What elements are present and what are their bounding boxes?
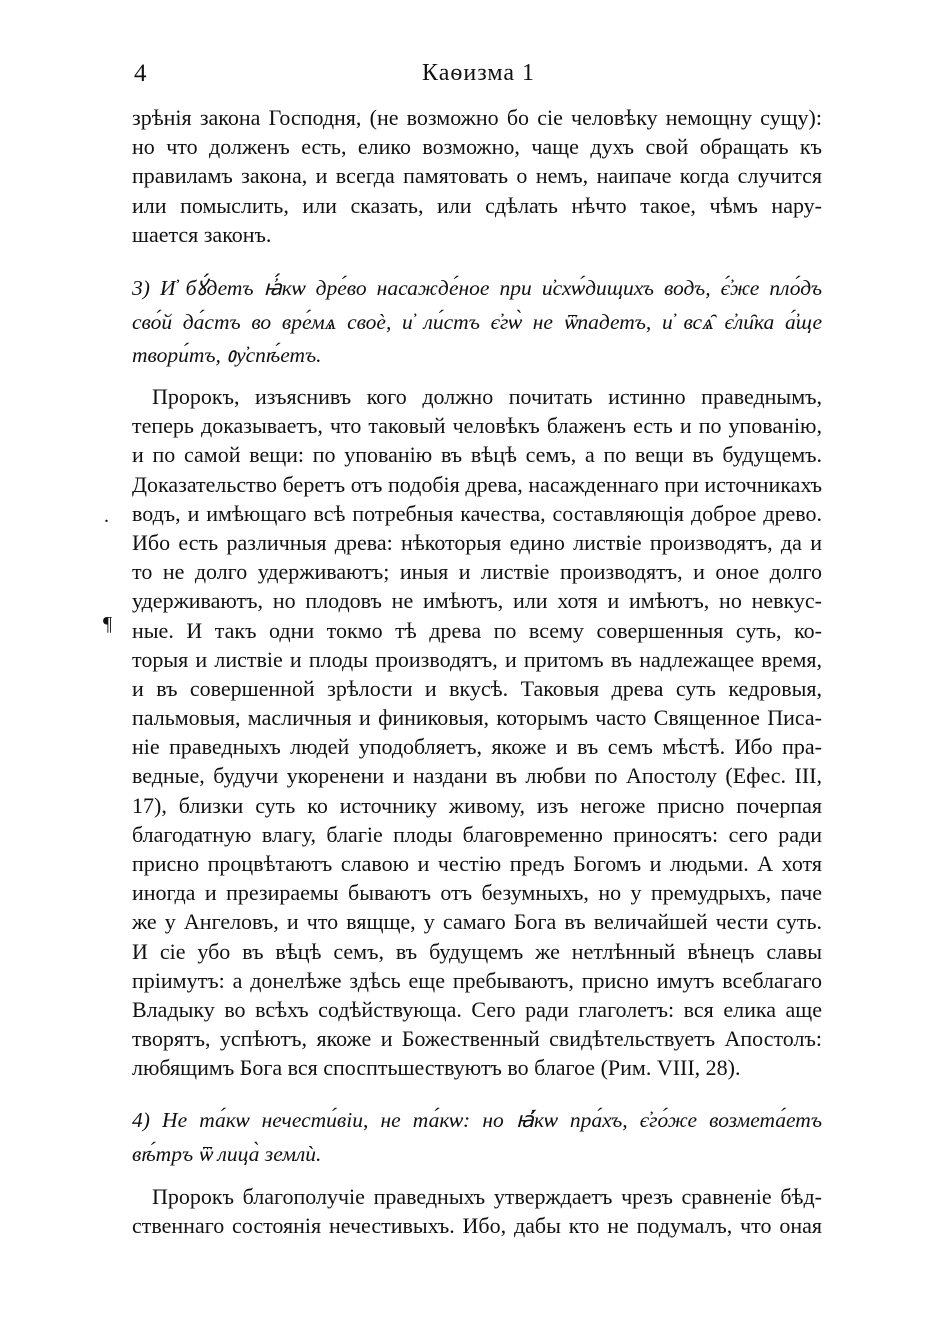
text-line: ведные, будучи укоренени и наздани въ любви по Апостолу (Ефес. III,: [132, 763, 822, 789]
text-line: торыя и листвіе и плоды производятъ, и притомъ въ надлежащее время,: [132, 646, 822, 672]
text-line: 17), близки суть ко источнику живому, изъ негоже присно почерпая: [132, 792, 822, 818]
text-line: и по самой вещи: по упованію въ вѣцѣ семъ, а по вещи въ будущемъ.: [132, 442, 822, 468]
text-line: благодатную влагу, благіе плоды благовременно приносятъ: сего ради: [132, 821, 822, 847]
verse-3: [132, 272, 822, 373]
verse-4: [132, 1104, 822, 1171]
running-title: Каѳизма 1: [422, 60, 536, 86]
text-line: теперь доказываетъ, что таковый человѣкъ блаженъ есть и по упованію,: [132, 413, 822, 439]
text-line: иногда и презираемы бываютъ отъ безумныхъ, но у премудрыхъ, паче: [132, 880, 822, 906]
text-line: водъ, и имѣющаго всѣ потребныя качества, составляющія доброе древо.: [132, 500, 822, 526]
text-line: ственнаго состоянія нечестивыхъ. Ибо, дабы кто не подумалъ, что оная: [132, 1213, 822, 1239]
text-line: же у Ангеловъ, и что вящще, у самаго Бога въ величайшей чести суть.: [132, 909, 822, 935]
verse-line: 4) Не та́кѡ нечести́віи, не та́кѡ: но ꙗ҆́кѡ пра́хъ, є҆го́же возмета́етъ: [132, 1108, 822, 1132]
text-line: шается законъ.: [132, 221, 272, 247]
text-line: любящимъ Бога вся спосптьшествуютъ во благое (Рим. VIII, 28).: [132, 1055, 741, 1081]
margin-mark: ¶: [103, 613, 113, 635]
verse-line: вѣ́тръ ѿ лица̀ землѝ.: [132, 1141, 322, 1166]
commentary-4: [132, 1182, 822, 1240]
text-line: удерживаютъ, но плодовъ не имѣютъ, или хотя и имѣютъ, но невкус-: [132, 588, 822, 614]
text-line: то не долго удерживаютъ; иныя и листвіе производятъ, и оное долго: [132, 559, 822, 585]
page-header: [132, 60, 822, 90]
page-number: 4: [134, 60, 147, 87]
verse-line: сво́й да́стъ во вре́мѧ своѐ, и҆ ли́стъ є҆гѡ̀ не ѿпадетъ, и҆ всѧ̑ є҆ли̑ка а҆́ще: [132, 309, 822, 334]
paragraph-top: [132, 103, 822, 249]
text-line: и въ совершенной зрѣлости и вкусѣ. Таковыя древа суть кедровыя,: [132, 675, 822, 701]
text-line: Пророкъ благополучіе праведныхъ утверждаетъ чрезъ сравненіе бѣд-: [152, 1184, 822, 1209]
text-line: Пророкъ, изъяснивъ кого должно почитать истинно праведнымъ,: [152, 384, 822, 409]
text-line: присно процвѣтаютъ славою и честію предъ Богомъ и людьми. А хотя: [132, 851, 822, 876]
text-line: или помыслить, или сказать, или сдѣлать нѣчто такое, чѣмъ нару-: [132, 192, 822, 218]
text-line: правиламъ закона, и всегда памятовать о немъ, наипаче когда случится: [132, 163, 822, 189]
commentary-3: [132, 382, 822, 1083]
text-line: И сіе убо въ вѣцѣ семъ, въ будущемъ же нетлѣнный вѣнецъ славы: [132, 938, 822, 964]
text-line: Ибо есть различныя древа: нѣкоторыя едино листвіе производятъ, да и: [132, 529, 822, 555]
text-line: Доказательство беретъ отъ подобія древа, насажденнаго при источникахъ: [132, 471, 822, 497]
text-line: ніе праведныхъ людей уподобляетъ, якоже и въ семъ мѣстѣ. Ибо пра-: [132, 734, 822, 760]
text-line: пріимутъ: а донелѣже здѣсь еще пребываютъ, присно имутъ всеблагаго: [132, 967, 822, 993]
verse-line: 3) И҆ бꙋ́детъ ꙗ҆́кѡ дре́во насажде́ное при и҆схѡ́дищихъ водъ, є҆́же пло́дъ: [132, 276, 822, 300]
verse-line: твори́тъ, ᲂу҆спѣ́етъ.: [132, 343, 322, 367]
text-line: творятъ, успѣютъ, якоже и Божественный свидѣтельствуетъ Апостолъ:: [132, 1026, 822, 1052]
text-line: ные. И такъ одни токмо тѣ древа по всему совершенныя суть, ко-: [132, 617, 822, 643]
text-line: зрѣнія закона Господня, (не возможно бо сіе человѣку немощну сущу):: [132, 105, 822, 130]
text-line: пальмовыя, масличныя и финиковыя, которымъ часто Священное Писа-: [132, 705, 822, 731]
text-line: Владыку во всѣхъ содѣйствующа. Сего ради глаголетъ: вся елика аще: [132, 996, 822, 1022]
text-line: но что долженъ есть, елико возможно, чаще духъ свой обращать къ: [132, 134, 822, 160]
margin-dot: .: [104, 505, 109, 527]
